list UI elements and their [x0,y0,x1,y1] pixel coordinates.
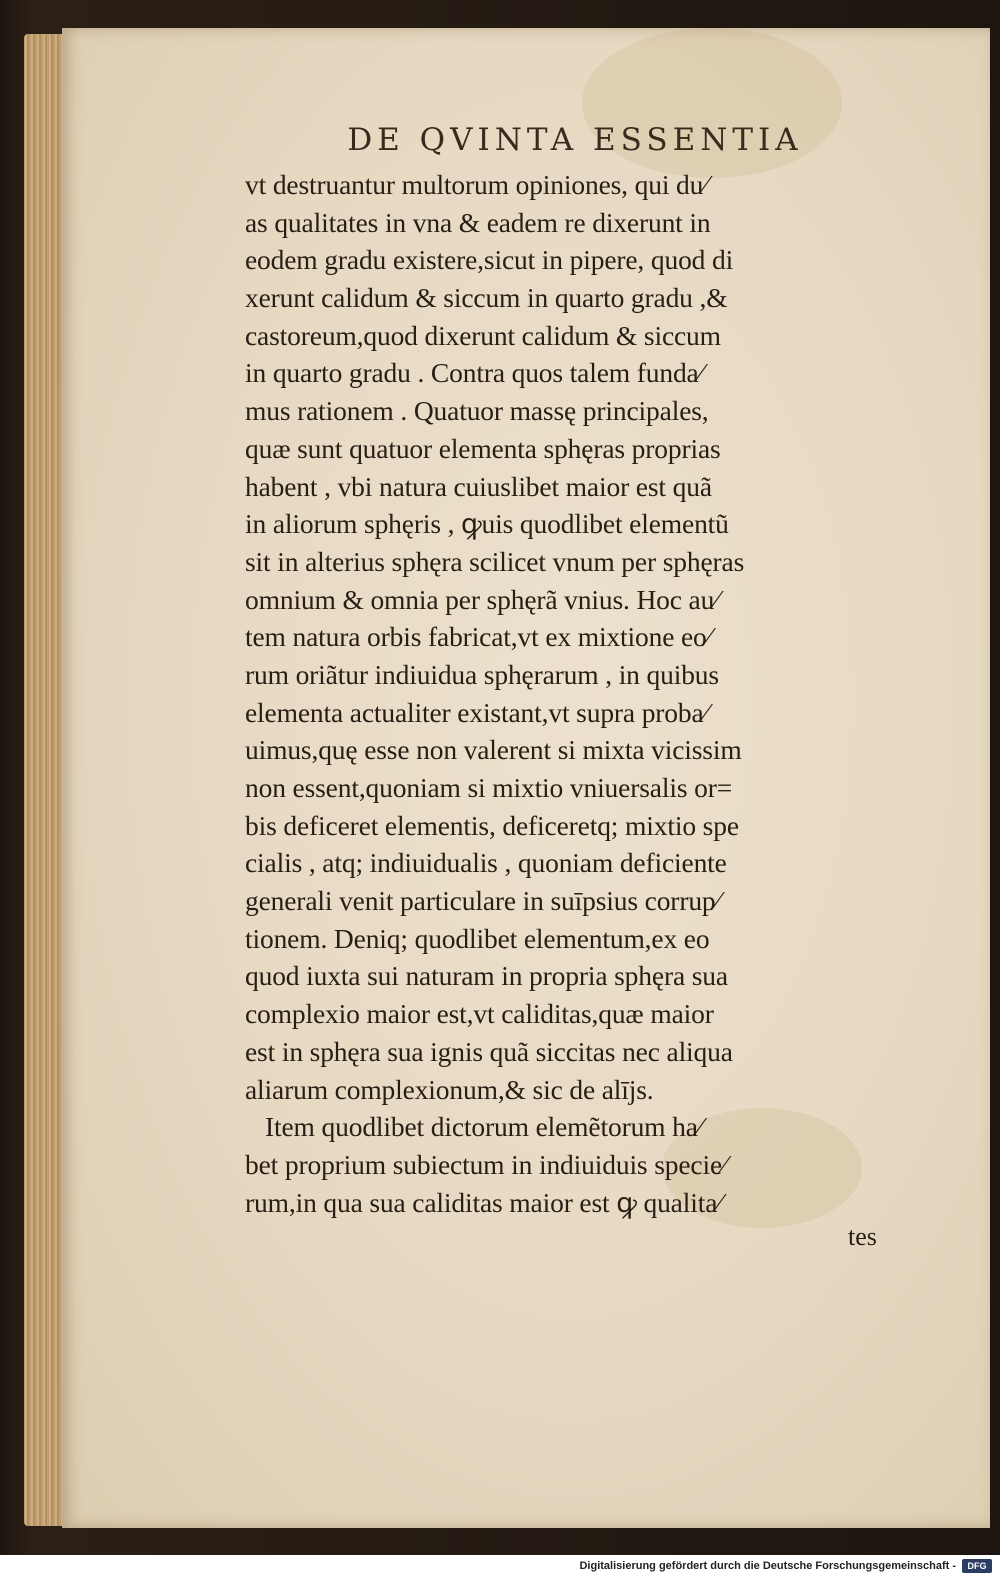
text-line: habent , vbi natura cuiuslibet maior est quã [245,470,712,502]
text-line: cialis , atq; indiuidualis , quoniam deficiente [245,847,727,879]
text-line: rum oriãtur indiuidua sphęrarum , in quibus [245,658,719,690]
text-line: omnium & omnia per sphęrã vnius. Hoc au⁄ [245,583,719,615]
text-line: rum,in qua sua caliditas maior est ꝙ qualita⁄ [245,1186,722,1218]
text-line: uimus,quę esse non valerent si mixta vicissim [245,734,742,766]
text-line: as qualitates in vna & eadem re dixerunt in [245,206,711,238]
text-line: in quarto gradu . Contra quos talem funda⁄ [245,357,704,389]
running-head: DE QVINTA ESSENTIA [347,122,803,158]
text-line: quod iuxta sui naturam in propria sphęra sua [245,960,728,992]
body-text [245,166,905,1221]
dfg-logo: DFG [962,1559,992,1573]
text-line: bet proprium subiectum in indiuiduis specie⁄ [245,1148,727,1180]
text-line: castoreum,quod dixerunt calidum & siccum [245,319,721,351]
text-line: elementa actualiter existant,vt supra proba⁄ [245,696,709,728]
text-line: mus rationem . Quatuor massę principales, [245,395,709,427]
footer-credit: Digitalisierung gefördert durch die Deutsche Forschungsgemeinschaft - [579,1560,956,1572]
text-line: quæ sunt quatuor elementa sphęras proprias [245,432,721,464]
text-line: bis deficeret elementis, deficeretq; mixtio spe [245,809,739,841]
text-line: non essent,quoniam si mixtio vniuersalis or= [245,772,733,803]
text-line: complexio maior est,vt caliditas,quæ maior [245,998,714,1030]
text-line: in aliorum sphęris , ꝙuis quodlibet elementũ [245,508,729,540]
text-line: tionem. Deniq; quodlibet elementum,ex eo [245,922,710,954]
catchword: tes [848,1222,877,1251]
text-line: est in sphęra sua ignis quã siccitas nec aliqua [245,1035,733,1067]
text-line: generali venit particulare in suīpsius corrup⁄ [245,885,720,917]
text-line: xerunt calidum & siccum in quarto gradu ,& [245,282,728,314]
text-block [245,118,905,1221]
text-line: sit in alterius sphęra scilicet vnum per sphęras [245,545,745,577]
text-line: tem natura orbis fabricat,vt ex mixtione eo⁄ [245,621,712,653]
text-line: aliarum complexionum,& sic de alījs. [245,1073,654,1105]
text-line: eodem gradu existere,sicut in pipere, quod di [245,244,734,276]
text-line: vt destruantur multorum opiniones, qui du⁄ [245,169,708,200]
text-line: Item quodlibet dictorum elemẽtorum ha⁄ [265,1111,703,1143]
